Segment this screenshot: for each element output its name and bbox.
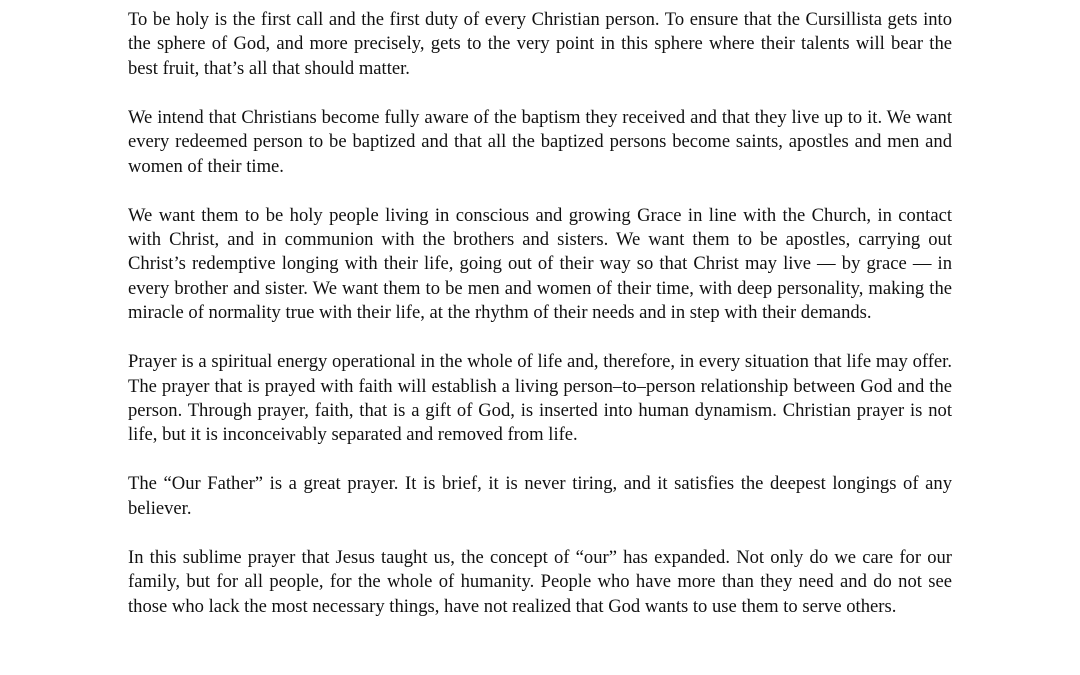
paragraph-holiness: To be holy is the first call and the first duty of every Christian person. To ensure that the Cursillista gets into the sphere of God, and more precisely, gets to the very point in this sphere where their talents will bear the best fruit, that’s all that should matter.	[128, 9, 952, 79]
paragraph-holy-people: We want them to be holy people living in conscious and growing Grace in line with the Church, in contact with Christ, and in communion with the brothers and sisters. We want them to be apostles, carrying out Christ’s redemptive longing with their life, going out of their way so that Christ may live — by grace — in every brother and sister. We want them to be men and women of their time, with deep personality, making the miracle of normality true with their life, at the rhythm of their needs and in step with their demands.	[128, 204, 952, 324]
paragraph-baptism: We intend that Christians become fully aware of the baptism they received and that they live up to it. We want every redeemed person to be baptized and that all the baptized persons become saints, apostles and men and women of their time.	[128, 106, 952, 177]
paragraph-our-father: The “Our Father” is a great prayer. It is brief, it is never tiring, and it satisfies the deepest longings of any believer.	[128, 473, 952, 519]
paragraph-prayer: Prayer is a spiritual energy operational in the whole of life and, therefore, in every situation that life may offer. The prayer that is prayed with faith will establish a living person–to–person relationship between God and the person. Through prayer, faith, that is a gift of God, is inserted into human dynamism. Christian prayer is not life, but it is inconceivably separated and removed from life.	[128, 351, 952, 446]
paragraph-concept-our: In this sublime prayer that Jesus taught us, the concept of “our” has expanded. Not only do we care for our family, but for all people, for the whole of humanity. People who have more than they need and do not see those who lack the most necessary things, have not realized that God wants to use them to serve others.	[128, 546, 952, 617]
document-page	[128, 8, 952, 644]
